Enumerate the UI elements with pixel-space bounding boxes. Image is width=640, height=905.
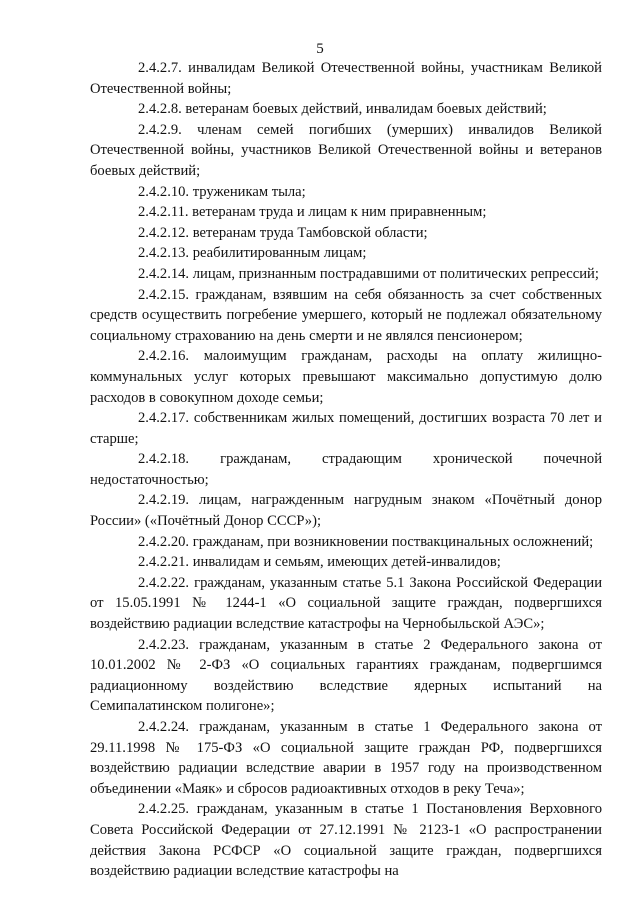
clause-2-4-2-18: 2.4.2.18. гражданам, страдающим хронической почечной недостаточностью;: [90, 451, 602, 488]
clause-2-4-2-7: 2.4.2.7. инвалидам Великой Отечественной войны, участникам Великой Отечественной войны;: [90, 60, 602, 97]
clause-2-4-2-8: 2.4.2.8. ветеранам боевых действий, инвалидам боевых действий;: [138, 101, 547, 118]
clause-2-4-2-21: 2.4.2.21. инвалидам и семьям, имеющих детей-инвалидов;: [138, 554, 501, 571]
clause-2-4-2-9: 2.4.2.9. членам семей погибших (умерших) инвалидов Великой Отечественной войны, участников Великой Отечественной войны и ветеранов боевых действий;: [90, 121, 602, 179]
clause-2-4-2-17: 2.4.2.17. собственникам жилых помещений, достигших возраста 70 лет и старше;: [90, 410, 602, 447]
clause-2-4-2-20: 2.4.2.20. гражданам, при возникновении поствакцинальных осложнений;: [138, 533, 594, 550]
clause-2-4-2-15: 2.4.2.15. гражданам, взявшим на себя обязанность за счет собственных средств осуществить погребение умершего, который не подлежал обязательному социальному страхованию на день смерти и не являлся пенсионером;: [90, 286, 602, 344]
page-number: 5: [316, 41, 324, 57]
clause-2-4-2-25: 2.4.2.25. гражданам, указанным в статье 1 Постановления Верховного Совета Российской Федерации от 27.12.1991 № 2123-1 «О распространении действия Закона РСФСР «О социальной защите граждан, подвергшихся воздействию радиации вследствие катастрофы на: [90, 801, 602, 880]
clause-2-4-2-19: 2.4.2.19. лицам, награжденным нагрудным знаком «Почётный донор России» («Почётный Донор СССР»);: [90, 492, 602, 530]
clause-2-4-2-13: 2.4.2.13. реабилитированным лицам;: [138, 245, 367, 262]
clause-2-4-2-11: 2.4.2.11. ветеранам труда и лицам к ним приравненным;: [138, 204, 487, 221]
clause-2-4-2-10: 2.4.2.10. труженикам тыла;: [138, 183, 306, 200]
clause-2-4-2-16: 2.4.2.16. малоимущим гражданам, расходы на оплату жилищно-коммунальных услуг которых превышают максимально допустимую долю расходов в совокупном доходе семьи;: [90, 348, 602, 406]
clause-2-4-2-22: 2.4.2.22. гражданам, указанным статье 5.1 Закона Российской Федерации от 15.05.1991 № 1244-1 «О социальной защите граждан, подвергшихся воздействию радиации вследствие катастрофы на Чернобыльской АЭС»;: [90, 574, 602, 633]
clause-2-4-2-12: 2.4.2.12. ветеранам труда Тамбовской области;: [138, 224, 428, 241]
document-body: [90, 58, 602, 882]
clause-2-4-2-23: 2.4.2.23. гражданам, указанным в статье 2 Федерального закона от 10.01.2002 № 2-ФЗ «О социальных гарантиях гражданам, подвергшимся радиационному воздействию вследствие ядерных испытаний на Семипалатинском полигоне»;: [90, 636, 602, 715]
clause-2-4-2-14: 2.4.2.14. лицам, признанным пострадавшими от политических репрессий;: [138, 265, 599, 282]
clause-2-4-2-24: 2.4.2.24. гражданам, указанным в статье 1 Федерального закона от 29.11.1998 № 175-ФЗ «О социальной защите граждан РФ, подвергшихся воздействию радиации вследствие аварии в 1957 году на производственном объединении «Маяк» и сбросов радиоактивных отходов в реку Теча»;: [90, 719, 602, 797]
